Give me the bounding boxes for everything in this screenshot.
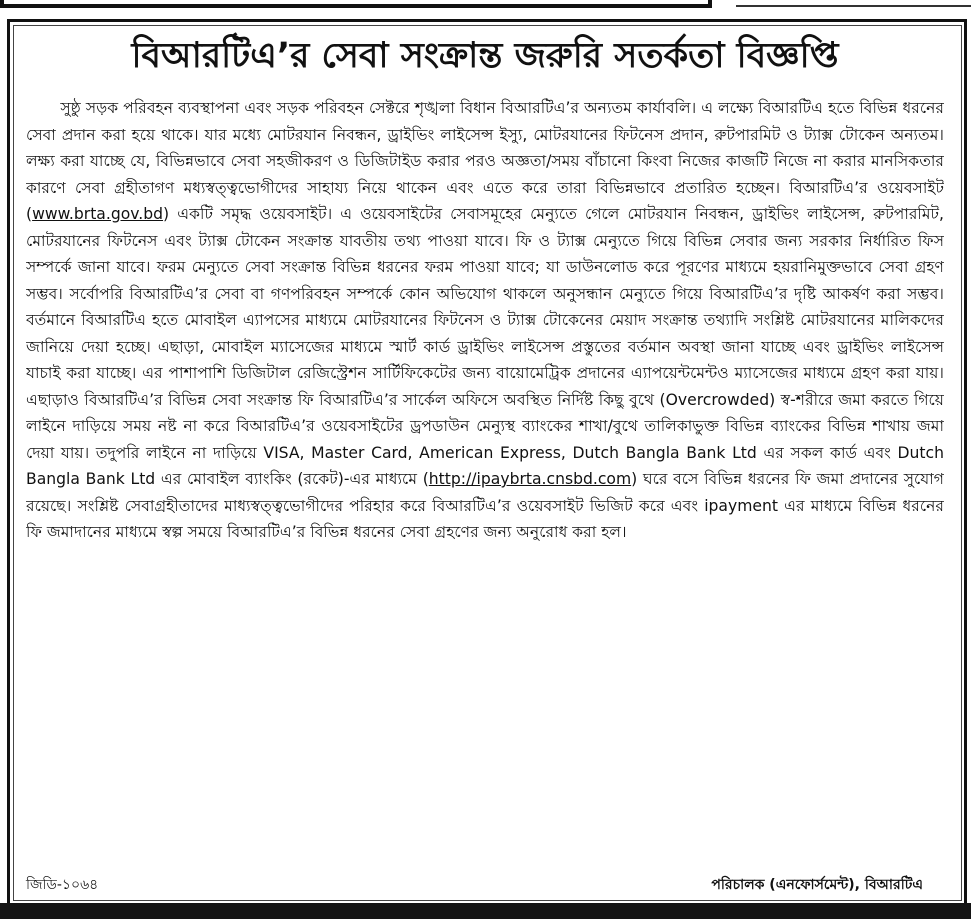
body-text-part-1: সুষ্ঠু সড়ক পরিবহন ব্যবস্থাপনা এবং সড়ক পরিবহন সেক্টরে শৃঙ্খলা বিধান বিআরটিএ’র অন্যতম কার্যাবলি। এ লক্ষ্যে বিআরটিএ হতে বিভিন্ন ধরনের সেবা প্রদান করা হয়ে থাকে। যার মধ্যে মোটরযান নিবন্ধন, ড্রাইভিং লাইসেন্স ইস্যু, মোটরযানের ফিটনেস প্রদান, রুটপারমিট ও ট্যাক্স টোকেন অন্যতম। লক্ষ্য করা যাচ্ছে যে, বিভিন্নভাবে সেবা সহজীকরণ ও ডিজিটাইড করার পরও অজ্ঞতা/সময় বাঁচানো কিংবা নিজের কাজটি নিজে না করার মানসিকতার কারণে সেবা গ্রহীতাগণ মধ্যস্বত্ত্বভোগীদের সাহায্য নিয়ে থাকেন এবং এতে করে তারা বিভিন্নভাবে প্রতারিত হচ্ছেন। বিআরটিএ’র ওয়েবসাইট ( [26, 99, 944, 223]
notice-body [26, 95, 944, 870]
top-page-strip [0, 0, 971, 18]
previous-notice-border [0, 0, 712, 8]
notice-reference-number: জিডি-১০৬৪ [26, 877, 99, 893]
notice-paragraph [26, 95, 944, 546]
brta-website-link[interactable]: www.brta.gov.bd [32, 205, 164, 223]
body-text-part-2: ) একটি সমৃদ্ধ ওয়েবসাইট। এ ওয়েবসাইটের সেবাসমূহের মেন্যুতে গেলে মোটরযান নিবন্ধন, ড্রাইভিং লাইসেন্স, রুটপারমিট, মোটরযানের ফিটনেস এবং ট্যাক্স টোকেন সংক্রান্ত যাবতীয় তথ্য পাওয়া যাবে। ফি ও ট্যাক্স মেন্যুতে গিয়ে বিভিন্ন সেবার জন্য সরকার নির্ধারিত ফিস সম্পর্কে জানা যাবে। ফরম মেন্যুতে সেবা সংক্রান্ত বিভিন্ন ধরনের ফরম পাওয়া যাবে; যা ডাউনলোড করে পূরণের মাধ্যমে হয়রানিমুক্তভাবে সেবা গ্রহণ সম্ভব। সর্বোপরি বিআরটিএ’র সেবা বা গণপরিবহন সম্পর্কে কোন অভিযোগ থাকলে অনুসন্ধান মেন্যুতে গিয়ে বিআরটিএ’র দৃষ্টি আকর্ষণ করা সম্ভব। বর্তমানে বিআরটিএ হতে মোবাইল এ্যাপসের মাধ্যমে মোটরযানের ফিটনেস ও ট্যাক্স টোকেনের মেয়াদ সংক্রান্ত তথ্যাদি সংশ্লিষ্ট মোটরযানের মালিকদের জানিয়ে দেয়া হচ্ছে। এছাড়া, মোবাইল ম্যাসেজের মাধ্যমে স্মার্ট কার্ড ড্রাইভিং লাইসেন্স প্রস্তুতের বর্তমান অবস্থা জানা যাচ্ছে এবং ড্রাইভিং লাইসেন্স যাচাই করা যাচ্ছে। এর পাশাপাশি ডিজিটাল রেজিস্ট্রেশন সার্টিফিকেটের জন্য বায়োমেট্রিক প্রদানের এ্যাপয়েন্টমেন্টও ম্যাসেজের মাধ্যমে গ্রহণ করা যায়। এছাড়াও বিআরটিএ’র বিভিন্ন সেবা সংক্রান্ত ফি বিআরটিএ’র সার্কেল অফিসে অবস্থিত নির্দিষ্ট কিছু বুথে (Overcrowded) স্ব-শরীরে জমা করতে গিয়ে লাইনে দাড়িয়ে সময় নষ্ট না করে বিআরটিএ’র ওয়েবসাইটের ড্রপডাউন মেন্যুস্থ ব্যাংকের শাখা/বুথে তালিকাভুক্ত বিভিন্ন ব্যাংকের বিভিন্ন শাখায় জমা দেয়া যায়। তদুপরি লাইনে না দাড়িয়ে VISA, Master Card, American Express, Dutch Bangla Bank Ltd এর সকল কার্ড এবং Dutch Bangla Bank Ltd এর মোবাইল ব্যাংকিং (রকেট)-এর মাধ্যমে ( [26, 205, 944, 488]
notice-title: বিআরটিএ’র সেবা সংক্রান্ত জরুরি সতর্কতা বিজ্ঞপ্তি [131, 36, 839, 76]
notice-signatory: পরিচালক (এনফোর্সমেন্ট), বিআরটিএ [711, 877, 923, 893]
ipay-brta-link[interactable]: http://ipaybrta.cnsbd.com [428, 470, 632, 488]
body-text-part-3: ) ঘরে বসে বিভিন্ন ধরনের ফি জমা প্রদানের সুযোগ রয়েছে। সংশ্লিষ্ট সেবাগ্রহীতাদের মাধ্যস্বত্ত্বভোগীদের পরিহার করে বিআরটিএ’র ওয়েবসাইট ভিজিট করে এবং ipayment এর মাধ্যমে বিভিন্ন ধরনের ফি জমাদানের মাধ্যমে স্বল্প সময়ে বিআরটিএ’র বিভিন্ন ধরনের সেবা গ্রহণের জন্য অনুরোধ করা হল। [26, 470, 944, 541]
top-right-rule [736, 5, 971, 7]
bottom-page-band [0, 903, 971, 919]
